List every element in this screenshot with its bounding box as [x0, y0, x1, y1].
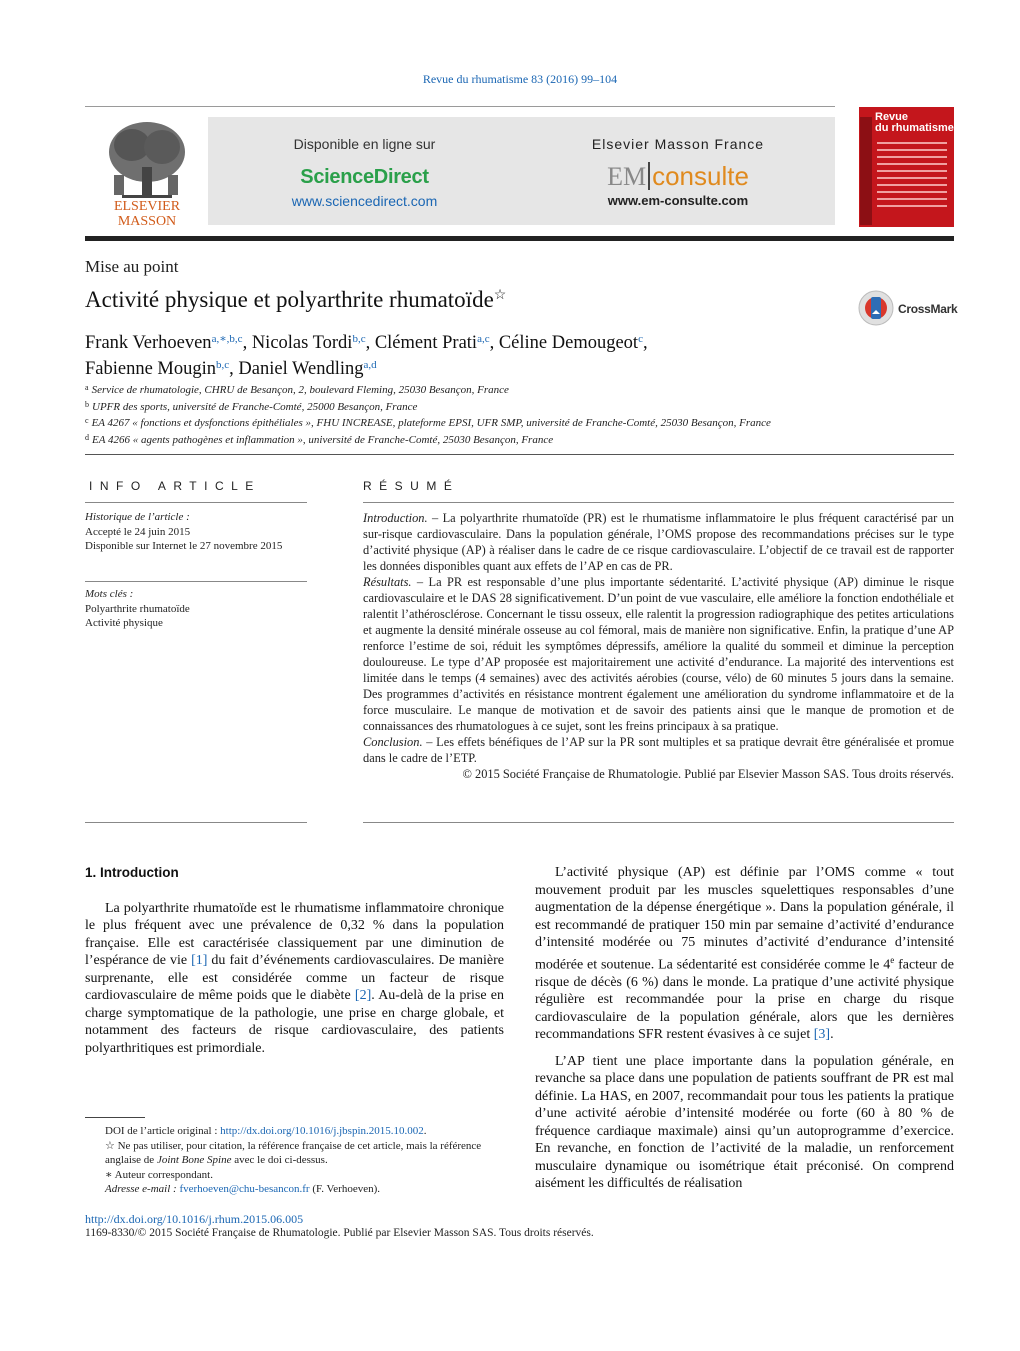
logo-divider: [648, 162, 650, 190]
resume-rule: [363, 822, 954, 823]
crossmark-label: CrossMark: [898, 302, 958, 316]
abstract-introduction: Introduction. – La polyarthrite rhumatoïde (PR) est le rhumatisme inflammatoire le plus fréquent caractérisé par un sur-risque cardiovasculaire. Dans la population générale, l’OMS propose des recommandations précises sur le type d’activité physique (AP) à réaliser dans le cadre de ce risque cardiovasculaire. L’objectif de ce travail est de rapporter les données disponibles quant aux effets de l’AP en cas de PR.: [363, 511, 954, 573]
author[interactable]: Céline Demougeot$^c$,: [498, 333, 648, 353]
masson-name: MASSON: [117, 214, 177, 229]
abstract: [363, 510, 954, 782]
title-footnote-mark[interactable]: ☆: [493, 288, 507, 303]
em-consulte-panel[interactable]: [521, 117, 835, 225]
section-rule: [85, 454, 954, 455]
body-paragraph: L’activité physique (AP) est définie par l’OMS comme « tout mouvement produit par les muscles squelettiques responsables d’une augmentation de la dépense énergétique ». Dans la population générale, il est recommandé de pratiquer 150 min par semaine d’activité d’endurance d’intensité modérée ou 75 minutes d’activité d’endurance d’intensité modérée et soutenue. La sédentarité est considérée comme le 4e facteur de risque de décès (6 %) dans le monde. La pratique d’une activité physique régulière est recommandée pour la prise en charge du risque cardiovasculaire de la population générale, alors que les dernières recommandations SFR restent évasives à ce sujet [3].: [535, 865, 954, 1043]
header-thick-rule: [85, 236, 954, 241]
footnote-doi: DOI de l’article original : http://dx.doi.org/10.1016/j.jbspin.2015.10.002.: [105, 1125, 427, 1137]
footnote-corresponding: ∗ Auteur correspondant.: [105, 1168, 213, 1181]
resume-heading: RÉSUMÉ: [363, 479, 460, 493]
journal-reference[interactable]: Revue du rhumatisme 83 (2016) 99–104: [422, 72, 618, 86]
abstract-copyright: © 2015 Société Française de Rhumatologie. Publié par Elsevier Masson SAS. Tous droits réservés.: [462, 767, 954, 781]
footnote-rule: [85, 1117, 145, 1118]
header-rule: [85, 106, 835, 107]
footnote-email: Adresse e-mail : fverhoeven@chu-besancon.fr (F. Verhoeven).: [105, 1183, 380, 1195]
publisher-label: Elsevier Masson France: [591, 136, 765, 152]
article-history: [85, 510, 307, 554]
original-doi-link[interactable]: http://dx.doi.org/10.1016/j.jbspin.2015.10.002: [220, 1125, 424, 1137]
elsevier-name: ELSEVIER: [113, 199, 181, 214]
em-text: EM: [607, 162, 647, 191]
keywords-label: Mots clés :: [85, 588, 134, 600]
reference-link[interactable]: [1]: [191, 953, 208, 968]
affiliation: $^a$ Service de rhumatologie, CHRU de Besançon, 2, boulevard Fleming, 25030 Besançon, France: [85, 383, 509, 396]
keyword[interactable]: Activité physique: [85, 617, 163, 629]
body-column-right: [535, 864, 954, 1193]
keywords: [85, 587, 307, 631]
sciencedirect-logo: ScienceDirect: [300, 166, 429, 188]
affiliation: $^b$ UPFR des sports, université de Franche-Comté, 25000 Besançon, France: [85, 399, 418, 413]
sciencedirect-panel[interactable]: [208, 117, 521, 225]
resume-rule: [363, 502, 954, 503]
info-rule: [85, 581, 307, 582]
author[interactable]: Clément Prati$^{a,c}$,: [374, 333, 499, 353]
history-label: Historique de l’article :: [85, 511, 190, 523]
consulte-text: consulte: [652, 161, 749, 191]
elsevier-wordmark: [102, 199, 192, 229]
author[interactable]: Fabienne Mougin$^{b,c}$,: [85, 359, 239, 379]
reference-link[interactable]: [2]: [354, 988, 372, 1003]
cover-title-line2: du rhumatisme: [875, 122, 954, 134]
section-type: Mise au point: [85, 257, 179, 276]
affiliation: $^d$ EA 4266 « agents pathogènes et inflammation », université de Franche-Comté, 25030 Besançon, France: [85, 432, 554, 446]
affiliations: [85, 381, 945, 447]
em-consulte-link[interactable]: www.em-consulte.com: [607, 193, 749, 208]
section-heading: 1. Introduction: [85, 865, 179, 880]
crossmark-badge[interactable]: [858, 290, 958, 328]
sciencedirect-link[interactable]: www.sciencedirect.com: [291, 193, 438, 209]
elsevier-masson-logo: [102, 117, 192, 227]
article-doi-link[interactable]: http://dx.doi.org/10.1016/j.rhum.2015.06.005: [85, 1212, 304, 1226]
title-text: Activité physique et polyarthrite rhumatoïde: [85, 287, 494, 312]
cover-spine: [860, 117, 872, 225]
body-paragraph: L’AP tient une place importante dans la population générale, en revanche sa place dans une population de patients souffrant de PR est mal définie. La HAS, en 2007, recommandait pour tous les patients la pratique d’une activité aérobie d’intensité modérée ou forte (60 à 80 % de fréquence cardiaque maximale) ainsi qu’un autoprogramme d’exercice. En revanche, en fonction de l’activité de la maladie, un renforcement musculaire dynamique ou isométrique était préconisé. On comprend aisément les difficultés de réalisation: [535, 1053, 954, 1192]
author[interactable]: Nicolas Tordi$^{b,c}$,: [251, 333, 375, 353]
available-online-label: Disponible en ligne sur: [293, 136, 436, 152]
cover-text-lines: [877, 142, 947, 212]
info-rule: [85, 822, 307, 823]
em-consulte-logo: [521, 161, 835, 192]
email-link[interactable]: fverhoeven@chu-besancon.fr: [179, 1183, 310, 1195]
info-article-heading: INFO ARTICLE: [89, 479, 261, 493]
availability-banner: [208, 117, 835, 225]
journal-cover[interactable]: [859, 107, 954, 227]
info-rule: [85, 502, 307, 503]
affiliation: $^c$ EA 4267 « fonctions et dysfonctions épithéliales », FHU INCREASE, plateforme EPSI, UFR SMP, université de Franche-Comté, 25030 Besançon, France: [85, 416, 771, 429]
author-list: [85, 328, 945, 380]
author[interactable]: Daniel Wendling$^{a,d}$: [238, 359, 377, 379]
reference-link[interactable]: [3]: [813, 1027, 831, 1043]
footnote-citation: ☆ Ne pas utiliser, pour citation, la référence française de cet article, mais la référence anglaise de Joint Bone Spine avec le doi ci-dessus.: [105, 1139, 482, 1166]
footnotes: [85, 1124, 504, 1197]
abstract-conclusion: Conclusion. – Les effets bénéfiques de l’AP sur la PR sont multiples et sa pratique devrait être généralisée et promue dans le cadre de l’ETP.: [363, 735, 954, 765]
body-column-left: [85, 864, 504, 1057]
author[interactable]: Frank Verhoeven$^{a,∗,b,c}$,: [85, 333, 252, 353]
crossmark-icon: [858, 290, 894, 326]
online-date: Disponible sur Internet le 27 novembre 2015: [85, 540, 283, 552]
keyword[interactable]: Polyarthrite rhumatoïde: [85, 602, 190, 615]
article-title: [85, 287, 506, 313]
issn-copyright: 1169-8330/© 2015 Société Française de Rhumatologie. Publié par Elsevier Masson SAS. Tous droits réservés.: [85, 1227, 594, 1239]
abstract-results: Résultats. – La PR est responsable d’une plus importante sédentarité. L’activité physique (AP) diminue le risque cardiovasculaire et le DAS 28 significativement. D’un point de vue vasculaire, elle améliore la fonction endothéliale et ralentit l’athérosclérose. Concernant le tissu osseux, elle ralentit la progression radiographique des petites articulations et augmente la densité minérale osseuse au col fémoral, mais de manière non significative. Enfin, la pratique d’une AP renforce l’estime de soi, réduit les symptômes dépressifs, améliore la qualité du sommeil et diminue la perception douloureuse. Le type d’AP proposée est majoritairement une activité d’endurance. La majorité des interventions est limitée dans le temps (4 semaines) avec des activités aérobies (course, vélo) de 60 minutes 5 jours dans la semaine. Des programmes d’activités en résistance montrent également une amélioration du syndrome inflammatoire et de la force musculaire. Le manque de motivation et de savoir des patients ainsi que le manque de promotion et de connaissances des rhumatologues à ce sujet, sont les freins principaux à sa pratique.: [363, 575, 954, 733]
body-paragraph: La polyarthrite rhumatoïde est le rhumatisme inflammatoire chronique le plus fréquent avec une prévalence de 0,32 % dans la population française. Elle est caractérisée classiquement par une diminution de l’espérance de vie [1] du fait d’événements cardiovasculaires. De manière surprenante, elle est considérée comme un facteur de risque cardiovasculaire de même poids que le diabète [2]. Au-delà de la prise en charge symptomatique de la pathologie, une prise en charge globale, et notamment des facteurs de risque cardiovasculaire, des patients polyarthritiques est primordiale.: [85, 900, 504, 1056]
cover-title-line1: Revue: [875, 111, 909, 123]
cover-title: [875, 112, 954, 134]
accepted-date: Accepté le 24 juin 2015: [85, 525, 191, 538]
